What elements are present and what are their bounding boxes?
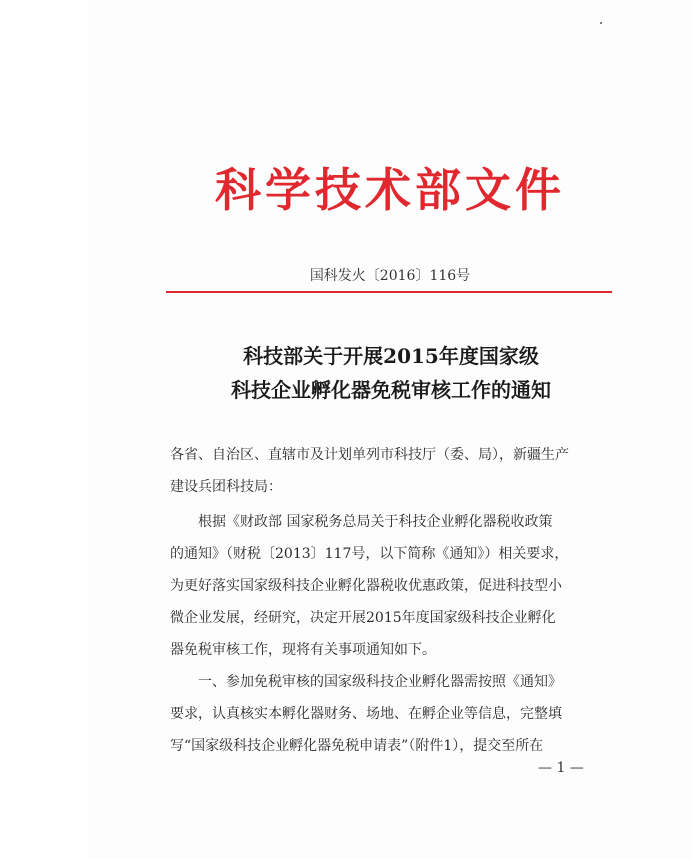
notice-title-line-2: 科技企业孵化器免税审核工作的通知: [231, 378, 551, 402]
document-page: [88, 0, 692, 859]
body-line: 写“国家级科技企业孵化器免税申请表”（附件1），提交至所在: [170, 738, 544, 754]
body-line: 建设兵团科技局：: [170, 479, 282, 495]
body-line: 一、参加免税审核的国家级科技企业孵化器需按照《通知》: [170, 674, 562, 690]
document-number: 国科发火〔2016〕116号: [309, 268, 471, 284]
notice-title-line-1: 科技部关于开展2015年度国家级: [243, 344, 539, 368]
body-line: 根据《财政部 国家税务总局关于科技企业孵化器税收政策: [170, 514, 553, 530]
left-margin: [0, 0, 88, 859]
issuer-red-header: 科学技术部文件: [215, 163, 565, 217]
red-divider-line: [166, 291, 612, 293]
page-number: — 1 —: [538, 760, 584, 776]
body-line: 器免税审核工作，现将有关事项通知如下。: [170, 642, 436, 658]
body-line: 的通知》（财税〔2013〕117号，以下简称《通知》）相关要求，: [170, 546, 569, 562]
body-line: 要求，认真核实本孵化器财务、场地、在孵企业等信息，完整填: [170, 706, 562, 722]
body-line: 为更好落实国家级科技企业孵化器税收优惠政策，促进科技型小: [170, 578, 562, 594]
body-line: 各省、自治区、直辖市及计划单列市科技厅（委、局），新疆生产: [170, 447, 569, 463]
body-line: 微企业发展，经研究，决定开展2015年度国家级科技企业孵化: [170, 610, 556, 626]
scan-speck: [600, 22, 602, 24]
